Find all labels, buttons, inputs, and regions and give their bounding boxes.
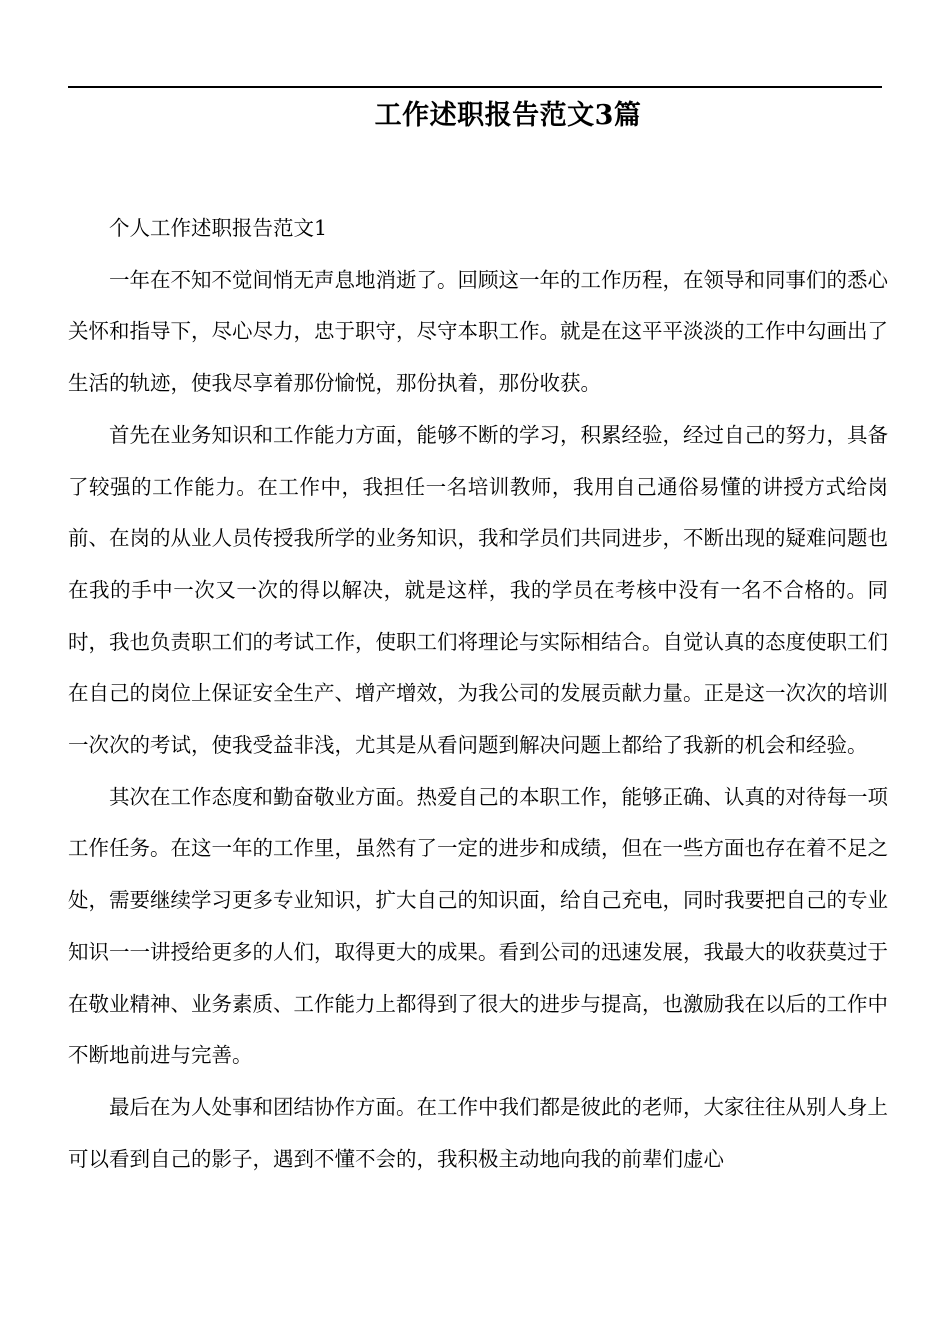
document-title: 工作述职报告范文3篇 [374,100,642,131]
section-heading: 个人工作述职报告范文1 [109,216,328,240]
header-rule [68,86,882,88]
document-body [68,203,888,1185]
body-paragraph-2: 首先在业务知识和工作能力方面，能够不断的学习，积累经验，经过自己的努力，具备了较强的工作能力。在工作中，我担任一名培训教师，我用自己通俗易懂的讲授方式给岗前、在岗的从业人员传授我所学的业务知识，我和学员们共同进步，不断出现的疑难问题也在我的手中一次又一次的得以解决，就是这样，我的学员在考核中没有一名不合格的。同时，我也负责职工们的考试工作，使职工们将理论与实际相结合。自觉认真的态度使职工们在自己的岗位上保证安全生产、增产增效，为我公司的发展贡献力量。正是这一次次的培训一次次的考试，使我受益非浅，尤其是从看问题到解决问题上都给了我新的机会和经验。 [68,422,888,758]
body-paragraph-4: 最后在为人处事和团结协作方面。在工作中我们都是彼此的老师，大家往往从别人身上可以看到自己的影子，遇到不懂不会的，我积极主动地向我的前辈们虚心 [68,1094,888,1171]
body-paragraph-3: 其次在工作态度和勤奋敬业方面。热爱自己的本职工作，能够正确、认真的对待每一项工作任务。在这一年的工作里，虽然有了一定的进步和成绩，但在一些方面也存在着不足之处，需要继续学习更多专业知识，扩大自己的知识面，给自己充电，同时我要把自己的专业知识一一讲授给更多的人们，取得更大的成果。看到公司的迅速发展，我最大的收获莫过于在敬业精神、业务素质、工作能力上都得到了很大的进步与提高，也激励我在以后的工作中不断地前进与完善。 [68,784,888,1068]
body-paragraph-1: 一年在不知不觉间悄无声息地消逝了。回顾这一年的工作历程，在领导和同事们的悉心关怀和指导下，尽心尽力，忠于职守，尽守本职工作。就是在这平平淡淡的工作中勾画出了生活的轨迹，使我尽享着那份愉悦，那份执着，那份收获。 [68,267,888,396]
